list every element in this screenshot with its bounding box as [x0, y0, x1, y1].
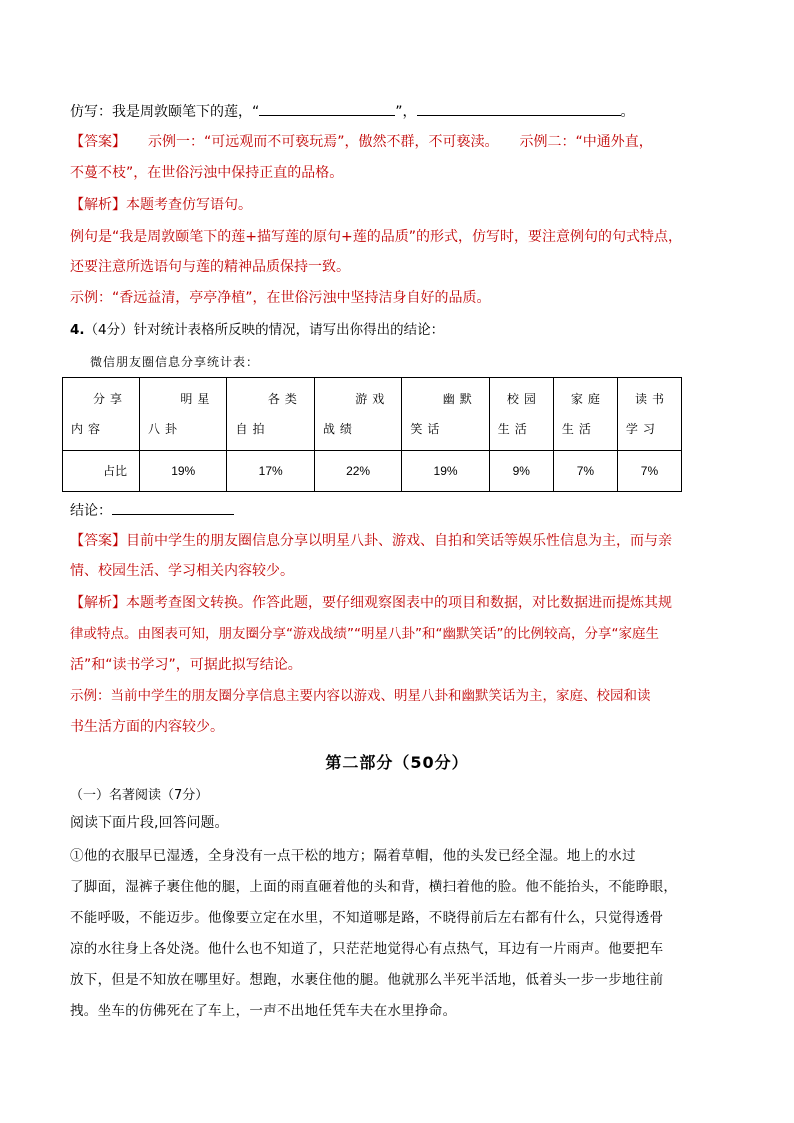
q3-prompt-end: 。: [620, 104, 635, 120]
share-stats-table: [62, 377, 682, 492]
q3-example-line: 示例：“香远益清，亭亭净植”，在世俗污浊中坚持洁身自好的品质。: [70, 290, 491, 306]
q4-example-line1: 示例：当前中学生的朋友圈分享信息主要内容以游戏、明星八卦和幽默笑话为主，家庭、校园和读: [70, 688, 651, 704]
passage-line: 拽。坐车的仿佛死在了车上，一声不出地任凭车夫在水里挣命。: [70, 1003, 457, 1019]
answer-tag: 【答案】: [70, 533, 126, 549]
section-heading: （一）名著阅读（7分）: [70, 788, 209, 803]
header-cell: 幽默 笑话: [402, 378, 489, 451]
conclusion-line: [70, 500, 234, 521]
q4-analysis-line1: [70, 593, 672, 613]
q3-blank-2[interactable]: [417, 101, 621, 116]
q3-prompt: [70, 101, 635, 122]
q4-prompt: [70, 320, 444, 340]
q4-answer-line2: 情、校园生活、学习相关内容较少。: [70, 563, 294, 579]
header-cell: 游戏 战绩: [314, 378, 401, 451]
reading-instruction: 阅读下面片段,回答问题。: [70, 815, 229, 831]
q4-answer-text: 目前中学生的朋友圈信息分享以明星八卦、游戏、自拍和笑话等娱乐性信息为主，而与亲: [126, 533, 672, 549]
q3-explain-line1: 例句是“我是周敦颐笔下的莲+描写莲的原句+莲的品质”的形式，仿写时，要注意例句的句式特点，: [70, 229, 682, 245]
header-cell: 校园 生活: [489, 378, 553, 451]
analysis-tag: 【解析】: [70, 197, 126, 213]
header-cell: 分享 内容: [63, 378, 140, 451]
row-label-cell: 占比: [63, 451, 140, 492]
q3-answer-text: 示例一：“可远观而不可亵玩焉”，傲然不群，不可亵渎。 示例二：“中通外直，: [148, 134, 653, 150]
value-cell: 7%: [553, 451, 617, 492]
q4-analysis-text: 本题考查图文转换。作答此题，要仔细观察图表中的项目和数据，对比数据进而提炼其规: [126, 595, 672, 611]
passage-line: ①他的衣服早已湿透，全身没有一点干松的地方；隔着草帽，他的头发已经全湿。地上的水过: [70, 848, 636, 864]
value-cell: 22%: [314, 451, 401, 492]
analysis-tag: 【解析】: [70, 595, 126, 611]
answer-tag: 【答案】: [70, 134, 126, 150]
table-caption: 微信朋友圈信息分享统计表：: [90, 355, 260, 369]
q4-analysis-line3: 活”和“读书学习”，可据此拟写结论。: [70, 657, 302, 673]
table-header-row: [63, 378, 682, 451]
q3-prompt-mid: ”，: [395, 104, 417, 120]
passage-line: 不能呼吸，不能迈步。他像要立定在水里，不知道哪是路，不晓得前后左右都有什么，只觉得透骨: [70, 910, 664, 926]
q4-number: 4.: [70, 322, 85, 338]
q3-prompt-prefix: 仿写：我是周敦颐笔下的莲，“: [70, 104, 260, 120]
header-cell: 家庭 生活: [553, 378, 617, 451]
header-cell: 读书 学习: [617, 378, 681, 451]
value-cell: 19%: [140, 451, 227, 492]
q3-analysis-text: 本题考查仿写语句。: [126, 197, 252, 213]
passage-line: 凉的水往身上各处浇。他什么也不知道了，只茫茫地觉得心有点热气，耳边有一片雨声。他要把车: [70, 941, 664, 957]
conclusion-blank[interactable]: [112, 500, 234, 515]
q3-answer-line1: [70, 132, 653, 152]
value-cell: 17%: [227, 451, 314, 492]
value-cell: 19%: [402, 451, 489, 492]
header-cell: 各类 自拍: [227, 378, 314, 451]
q3-blank-1[interactable]: [259, 101, 395, 116]
q4-answer-line1: [70, 531, 672, 551]
q4-score: （4分）: [84, 322, 134, 338]
header-cell: 明星 八卦: [140, 378, 227, 451]
table-value-row: [63, 451, 682, 492]
q3-explain-line2: 还要注意所选语句与莲的精神品质保持一致。: [70, 259, 350, 275]
value-cell: 9%: [489, 451, 553, 492]
q4-example-line2: 书生活方面的内容较少。: [70, 719, 224, 735]
value-cell: 7%: [617, 451, 681, 492]
q4-prompt-text: 针对统计表格所反映的情况，请写出你得出的结论：: [133, 322, 445, 338]
passage-line: 放下，但是不知放在哪里好。想跑，水裹住他的腿。他就那么半死半活地，低着头一步一步地往前: [70, 972, 664, 988]
passage-line: 了脚面，湿裤子裹住他的腿，上面的雨直砸着他的头和背，横扫着他的脸。他不能抬头，不能睁眼，: [70, 879, 678, 895]
part-title: 第二部分（50分）: [325, 753, 469, 772]
q4-analysis-line2: 律或特点。由图表可知，朋友圈分享“游戏战绩”“明星八卦”和“幽默笑话”的比例较高，分享“家庭生: [70, 626, 659, 642]
conclusion-label: 结论：: [70, 503, 112, 519]
q3-answer-line2: 不蔓不枝”，在世俗污浊中保持正直的品格。: [70, 165, 344, 181]
q3-analysis: [70, 195, 252, 215]
